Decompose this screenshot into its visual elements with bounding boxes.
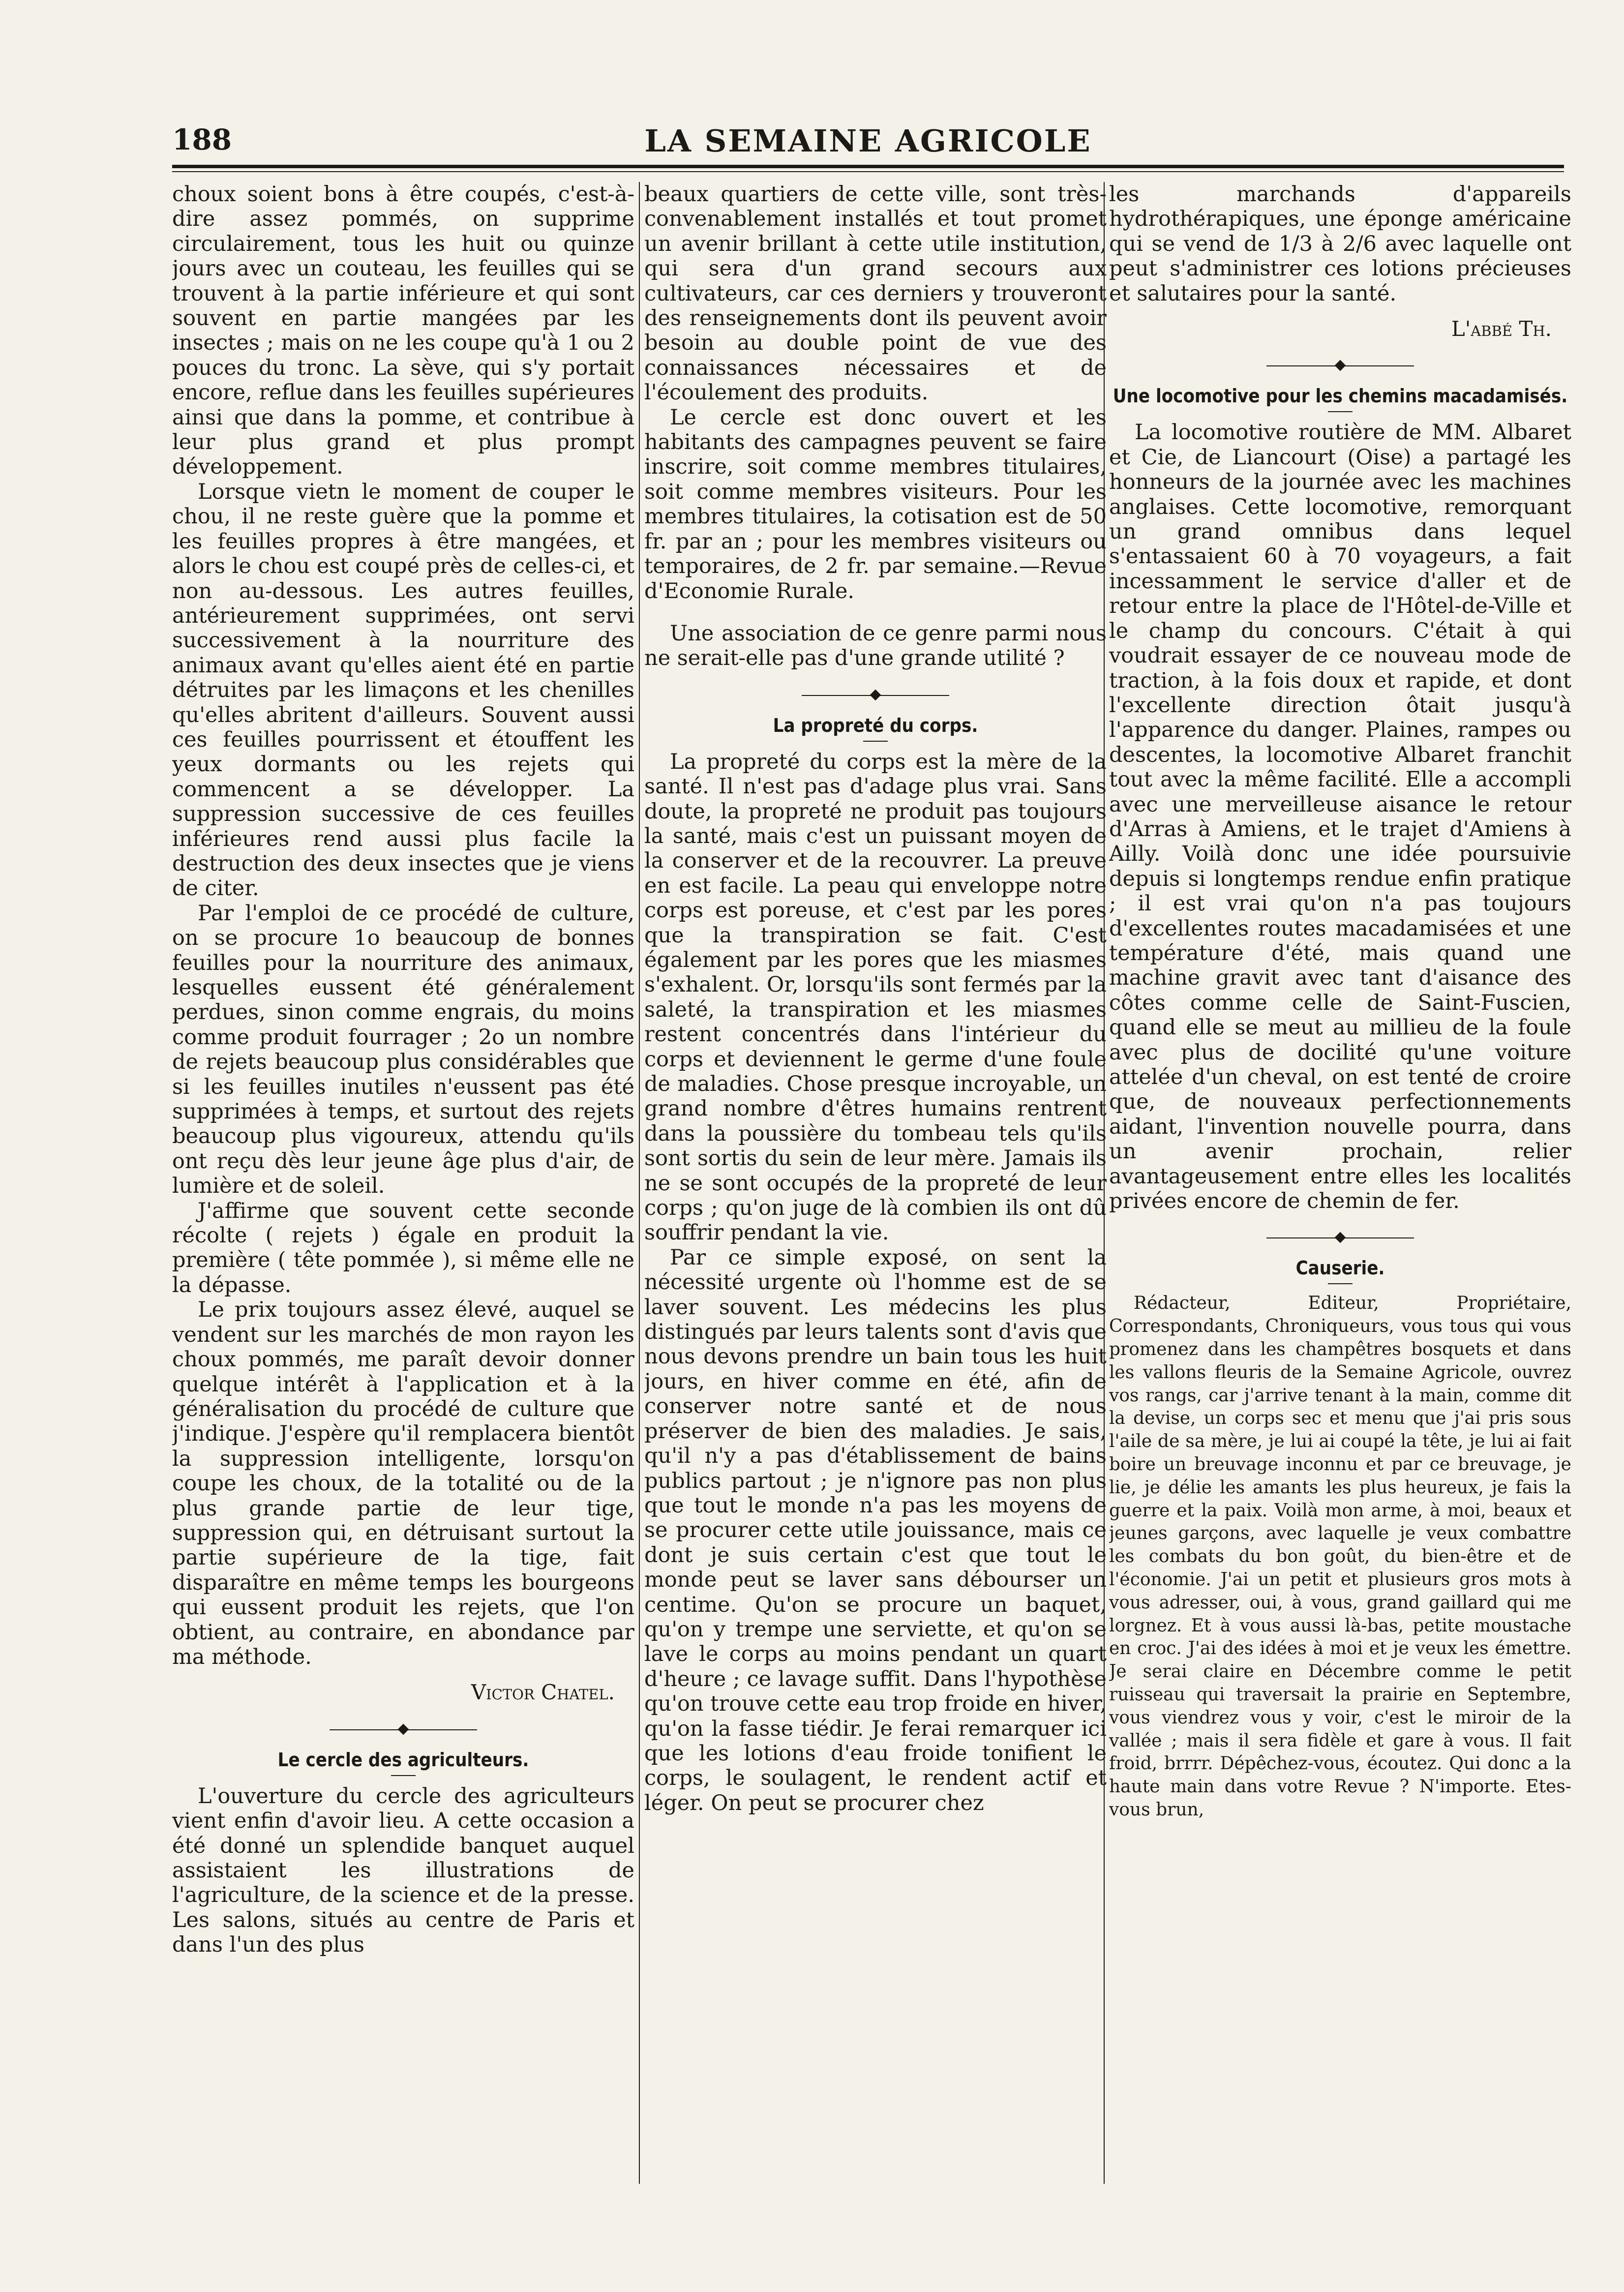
section-title: Causerie. <box>1295 1257 1385 1279</box>
paragraph: J'affirme que souvent cette seconde récolte ( rejets ) égale en produit la première ( tête pommée ), si même elle ne la dépasse. <box>172 1198 634 1297</box>
title-dash <box>1328 411 1353 412</box>
paragraph: La locomotive routière de MM. Albaret et Cie, de Liancourt (Oise) a partagé les honneurs de la journée avec les machines anglaises. Cette locomotive, remorquant un grand omnibus dans lequel s'entassaient 60 à 70 voyageurs, a fait incessamment le service d'aller et de retour entre la place de l'Hôtel-de-Ville et le champ du concours. C'était à qui voudrait essayer de ce nouveau mode de traction, à la fois doux et rapide, et dont l'excellente direction ôtait jusqu'à l'apparence du danger. Plaines, rampes ou descentes, la locomotive Albaret franchit tout avec la même facilité. Elle a accompli avec une merveilleuse aisance le retour d'Arras à Amiens, et le trajet d'Amiens à Ailly. Voilà donc une idée poursuivie depuis si longtemps rendue enfin pratique ; il est vrai qu'on n'a pas toujours d'excellentes routes macadamisées et une température d'été, mais quand une machine gravit avec tant d'aisance des côtes comme celle de Saint-Fuscien, quand elle se meut au millieu de la foule avec plus de docilité qu'une voiture attelée d'un cheval, on est tenté de croire que, de nouveaux perfectionnements aidant, l'invention nouvelle pourra, dans un avenir prochain, relier avantageusement entre elles les localités privées encore de chemin de fer. <box>1109 420 1571 1214</box>
page-number: 188 <box>172 123 232 156</box>
author-signature: Victor Chatel. <box>471 1680 615 1705</box>
paragraph: Lorsque vietn le moment de couper le chou, il ne reste guère que la pomme et les feuilles propres à être mangées, et alors le chou est coupé près de celles-ci, et non au-dessous. Les autres feuilles, antérieurement supprimées, ont servi successivement à la nourriture des animaux avant qu'elles aient été en partie détruites par les limaçons et les chenilles qu'elles abritent d'ailleurs. Souvent aussi ces feuilles pourrissent et étouffent les yeux dormants ou les rejets qui commencent a se développer. La suppression successive de ces feuilles inférieures rend aussi plus facile la destruction des deux insectes que je viens de citer. <box>172 479 634 901</box>
paragraph: les marchands d'appareils hydrothérapiques, une éponge américaine qui se vend de 1/3 à 2/6 avec laquelle ont peut s'administrer ces lotions précieuses et salutaires pour la santé. <box>1109 182 1571 306</box>
paragraph: choux soient bons à être coupés, c'est-à-dire assez pommés, on supprime circulairement, tous les huit ou quinze jours avec un couteau, les feuilles qui se trouvent à la partie inférieure et qui sont souvent en partie mangées par les insectes ; mais on ne les coupe qu'à 1 ou 2 pouces du tronc. La sève, qui s'y portait encore, reflue dans les feuilles supérieures ainsi que dans la pomme, et contribue à leur plus grand et plus prompt développement. <box>172 182 634 480</box>
column-divider <box>639 182 640 2184</box>
section-divider-ornament <box>330 1724 477 1736</box>
column-2 <box>644 182 1107 2184</box>
paragraph: Par ce simple exposé, on sent la nécessité urgente où l'homme est de se laver souvent. Les médecins les plus distingués par leurs talents sont d'avis que nous devons prendre un bain tous les huit jours, en hiver comme en été, afin de conserver notre santé et de nous préserver de bien des maladies. Je sais, qu'il n'y a pas d'établissement de bains publics partout ; je n'ignore pas non plus que tout le monde n'a pas les moyens de se procurer cette utile jouissance, mais ce dont je suis certain c'est que tout le monde peut se laver sans débourser un centime. Qu'on se procure un baquet, qu'on y trempe une serviette, et qu'on se lave le corps au moins pendant un quart d'heure ; ce lavage suffit. Dans l'hypothèse qu'on trouve cette eau trop froide en hiver, qu'on la fasse tiédir. Je ferai remarquer ici que les lotions d'eau froide tonifient le corps, le soulagent, le rendent actif et léger. On peut se procurer chez <box>644 1245 1107 1815</box>
column-3 <box>1109 182 1571 2184</box>
paragraph: Le prix toujours assez élevé, auquel se vendent sur les marchés de mon rayon les choux pommés, me paraît devoir donner quelque intérêt à l'application et à la généralisation du procédé de culture que j'indique. J'espère qu'il remplacera bientôt la suppression intelligente, lorsqu'on coupe les choux, de la totalité ou de la plus grande partie de leur tige, suppression qui, en détruisant surtout la partie supérieure de la tige, fait disparaître en même temps les bourgeons qui eussent produit les rejets, que l'on obtient, au contraire, en abondance par ma méthode. <box>172 1297 634 1669</box>
section-divider-ornament <box>1266 1232 1414 1244</box>
author-signature: L'abbé Th. <box>1451 317 1552 341</box>
section-title: Une locomotive pour les chemins macadamisés. <box>1113 385 1568 407</box>
paragraph: Une association de ce genre parmi nous ne serait-elle pas d'une grande utilité ? <box>644 621 1107 671</box>
spacer <box>644 603 1107 621</box>
section-title: Le cercle des agriculteurs. <box>277 1749 529 1771</box>
paragraph: La propreté du corps est la mère de la santé. Il n'est pas d'adage plus vrai. Sans doute, la propreté ne produit pas toujours la santé, mais c'est un puissant moyen de la conserver et de la recouvrer. La preuve en est facile. La peau qui enveloppe notre corps est poreuse, et c'est par les pores que la transpiration se fait. C'est également par les pores que les miasmes s'exhalent. Or, lorsqu'ils sont fermés par la saleté, la transpiration et les miasmes restent concentrés dans l'intérieur du corps et deviennent le germe d'une foule de maladies. Chose presque incroyable, un grand nombre d'êtres humains rentrent dans la poussière du tombeau tels qu'ils sont sortis du sein de leur mère. Jamais ils ne se sont occupés de la propreté de leur corps ; qu'on juge de là combien ils ont dû souffrir pendant la vie. <box>644 749 1107 1245</box>
paragraph: Par l'emploi de ce procédé de culture, on se procure 1o beaucoup de bonnes feuilles pour la nourriture des animaux, lesquelles eussent été généralement perdues, sinon comme engrais, du moins comme produit fourrager ; 2o un nombre de rejets beaucoup plus considérables que si les feuilles inutiles n'eussent pas été supprimées à temps, et surtout des rejets beaucoup plus vigoureux, attendu qu'ils ont reçu dès leur jeune âge plus d'air, de lumière et de soleil. <box>172 901 634 1199</box>
journal-title: LA SEMAINE AGRICOLE <box>644 123 1092 159</box>
paragraph: beaux quartiers de cette ville, sont très-convenablement installés et tout promet un avenir brillant à cette utile institution, qui sera d'un grand secours aux cultivateurs, car ces derniers y trouveront des renseignements dont ils peuvent avoir besoin au double point de vue des connaissances nécessaires et de l'écoulement des produits. <box>644 182 1107 405</box>
paragraph: Le cercle est donc ouvert et les habitants des campagnes peuvent se faire inscrire, soit comme membres titulaires, soit comme membres visiteurs. Pour les membres titulaires, la cotisation est de 50 fr. par an ; pour les membres visiteurs ou temporaires, de 2 fr. par semaine.—Revue d'Economie Rurale. <box>644 405 1107 603</box>
header-rule-thin <box>172 171 1564 172</box>
title-dash <box>391 1775 416 1776</box>
paragraph: L'ouverture du cercle des agriculteurs vient enfin d'avoir lieu. A cette occasion a été donné un splendide banquet auquel assistaient les illustrations de l'agriculture, de la science et de la presse. Les salons, situés au centre de Paris et dans l'un des plus <box>172 1783 634 1958</box>
title-dash <box>863 741 888 742</box>
section-divider-ornament <box>1266 360 1414 372</box>
paragraph: Rédacteur, Editeur, Propriétaire, Correspondants, Chroniqueurs, vous tous qui vous promenez dans les champêtres bosquets et dans les vallons fleuris de la Semaine Agricole, ouvrez vos rangs, car j'arrive tenant à la main, comme dit la devise, un corps sec et menu que j'ai pris sous l'aile de sa mère, je lui ai coupé la tête, je lui ai fait boire un breuvage inconnu et par ce breuvage, je lie, je délie les amants les plus heureux, je fais la guerre et la paix. Voilà mon arme, à moi, beaux et jeunes garçons, avec laquelle je veux combattre les combats du bon goût, du bien-être et de l'économie. J'ai un petit et plusieurs gros mots à vous adresser, oui, à vous, grand gaillard qui me lorgnez. Et à vous aussi là-bas, petite moustache en croc. J'ai des idées à moi et je veux les émettre. Je serai claire en Décembre comme le petit ruisseau qui traversait la prairie en Septembre, vous viendrez vous y voir, c'est le miroir de la vallée ; mais il sera fidèle et gare à vous. Il fait froid, brrrr. Dépêchez-vous, écoutez. Qui donc a la haute main dans votre Revue ? N'importe. Etes-vous brun, <box>1109 1293 1571 1820</box>
header-rule-thick <box>172 165 1564 168</box>
section-divider-ornament <box>802 690 949 701</box>
section-title: La propreté du corps. <box>773 714 978 736</box>
column-1 <box>172 182 634 2184</box>
page-header <box>172 123 1564 162</box>
title-dash <box>1328 1283 1353 1284</box>
